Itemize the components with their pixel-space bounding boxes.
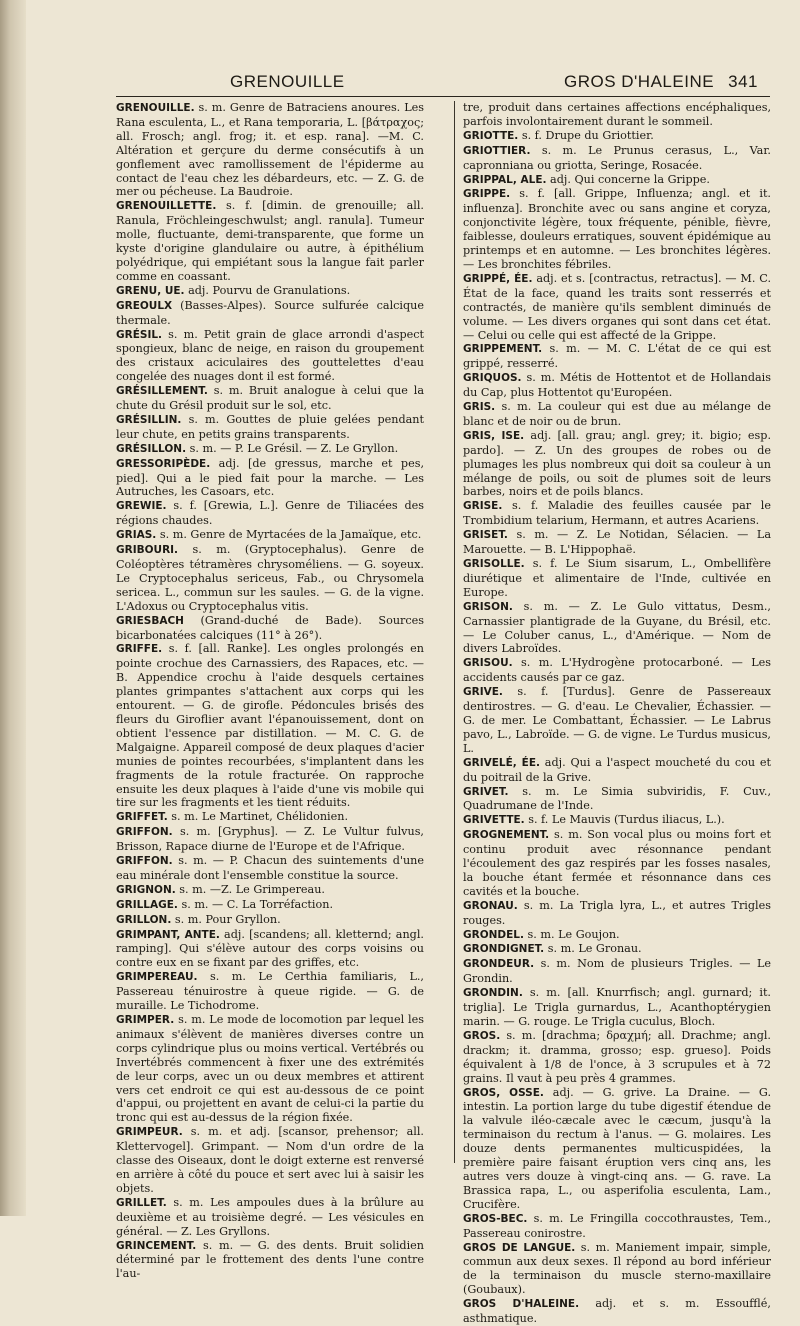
- dictionary-entry: [463, 986, 771, 1029]
- entry-headword: GREWIE.: [116, 500, 167, 513]
- entry-headword: GRIFFON.: [116, 855, 173, 868]
- entry-headword: GRÉSIL.: [116, 328, 163, 341]
- entry-definition: s. m. Petit grain de glace arrondi d'aspect spongieux, blanc de neige, en raison du groupement des cristaux aciculaires des gouttelettes d'eau congelée des nuages dont il est formé.: [116, 327, 424, 384]
- entry-headword: GRÉSILLIN.: [116, 413, 182, 426]
- entry-headword: GROS.: [463, 1029, 501, 1042]
- dictionary-entry: [463, 499, 771, 528]
- entry-definition: s. m. [all. Knurrfisch; angl. gurnard; it. triglia]. Le Trigla gurnardus, L., Acanthoptérygien marin. — G. rouge. Le Trigla cuculus, Bloch.: [463, 986, 771, 1028]
- right-column: [463, 101, 772, 1326]
- entry-definition: s. m. Son vocal plus ou moins fort et continu produit avec résonnance pendant l'écoulement des gaz respirés par les fosses nasales, la bouche étant fermée et résonnance dans ces cavités et la bouche.: [463, 828, 771, 898]
- dictionary-entry: [463, 899, 771, 928]
- entry-headword: GRIPPÉ, ÉE.: [463, 272, 533, 285]
- entry-headword: GRIGNON.: [116, 883, 176, 896]
- entry-definition: s. m. Le Goujon.: [524, 927, 620, 941]
- entry-definition: s. m. Le Gronau.: [544, 942, 642, 956]
- entry-definition: s. m. Genre de Myrtacées de la Jamaïque, etc.: [156, 528, 422, 542]
- entry-headword: GRONDIGNET.: [463, 943, 545, 956]
- entry-headword: GRÉSILLEMENT.: [116, 385, 208, 398]
- entry-definition: s. m. Le Prunus cerasus, L., Var. capronniana ou griotta, Seringe, Rosacée.: [463, 143, 771, 172]
- entry-definition: s. m. Les ampoules dues à la brûlure au deuxième et au troisième degré. — Les vésicules en général. — Z. Les Gryllons.: [116, 1195, 424, 1238]
- dictionary-entry: [463, 1241, 771, 1298]
- dictionary-entry: [463, 828, 771, 899]
- entry-headword: GRIBOURI.: [116, 544, 179, 557]
- dictionary-entry: [116, 642, 424, 810]
- dictionary-entry: [116, 928, 424, 971]
- dictionary-entry: [116, 528, 424, 543]
- dictionary-entry: [463, 429, 771, 500]
- dictionary-entry: [116, 199, 424, 283]
- entry-headword: GRIOTTIER.: [463, 144, 531, 157]
- entry-headword: GROS D'HALEINE.: [463, 1298, 580, 1311]
- entry-definition: adj. Pourvu de Granulations.: [184, 283, 351, 297]
- dictionary-entry: [463, 400, 771, 429]
- dictionary-entry: [463, 272, 771, 343]
- header-right-guideword: GROS D'HALEINE: [564, 72, 715, 91]
- dictionary-entry: [463, 656, 771, 685]
- page-binding-edge: [0, 0, 26, 1216]
- entry-definition: s. f. Maladie des feuilles causée par le Trombidium telarium, Hermann, et autres Acariens.: [463, 499, 771, 528]
- entry-headword: GRISOLLE.: [463, 558, 525, 570]
- entry-definition: s. m. Genre de Batraciens anoures. Les Rana esculenta, L., et Rana temporaria, L. [βάτραχος; all. Frosch; angl. frog; it. et esp. rana]. —M. C. Altération et gerçure du derme consécutifs à un gonflement avec ramollissement de l'épiderme au contact de l'eau chez les débardeurs, etc. — Z. G. de mer ou pécheuse. La Baudroie.: [116, 101, 424, 199]
- entry-headword: GROGNEMENT.: [463, 829, 550, 842]
- entry-definition: s. m. Maniement impair, simple, commun aux deux sexes. Il répond au bord inférieur de la terminaison du muscle sterno-maxillaire (Goubaux).: [463, 1240, 771, 1297]
- entry-definition: adj. [all. grau; angl. grey; it. bigio; esp. pardo]. — Z. Un des groupes de robes ou de plumages les plus nombreux qui doit sa couleur à un mélange de poils, ou soit de plumes soit de leurs barbes, noirs et de poils blancs.: [463, 428, 772, 499]
- dictionary-entry: [116, 442, 424, 457]
- dictionary-entry: [463, 685, 771, 756]
- dictionary-entry: [116, 825, 424, 854]
- entry-headword: GRIPPAL, ALE.: [463, 173, 547, 186]
- dictionary-entry: [116, 457, 424, 500]
- dictionary-entry: [116, 883, 424, 898]
- dictionary-entry: [463, 187, 771, 271]
- dictionary-entry: [463, 1212, 771, 1241]
- entry-headword: GRONDEL.: [463, 928, 524, 941]
- entry-headword: GRIMPER.: [116, 1014, 175, 1026]
- dictionary-entry: [116, 810, 424, 825]
- entry-definition: s. f. [dimin. de grenouille; all. Ranula, Fröchleingeschwulst; angl. ranula]. Tumeur molle, fluctuante, demi-transparente, que forme un kyste d'origine glandulaire ou autre, à épithélium polyédrique, qui empiétant sous la langue fait parler comme en coassant.: [116, 199, 424, 283]
- entry-definition: s. m. Bruit analogue à celui que la chute du Grésil produit sur le sol, etc.: [116, 384, 424, 413]
- dictionary-entry: [116, 898, 424, 913]
- entry-definition: s. m. Le Certhia familiaris, L., Passereau ténuirostre à queue rigide. — G. de muraille. Le Tichodrome.: [116, 970, 424, 1013]
- entry-definition: s. m. Le Martinet, Chélidonien.: [167, 810, 349, 824]
- entry-headword: GRISON.: [463, 600, 513, 613]
- entry-definition: s. f. [all. Ranke]. Les ongles prolongés en pointe crochue des Carnassiers, des Rapaces, etc. — B. Appendice crochu à l'aide desquels certaines plantes grimpantes s'attachent aux corps qui les entourent. — G. de girofle. Pédoncules brisés des fleurs du Giroflier avant l'épanouissement, dont on obtient l'essence par distillation. — M. C. G. de Malgaigne. Appareil composé de deux plaques d'acier munies de pointes recourbées, s'implantent dans les fragments de la rotule fracturée. On rapproche ensuite les deux plaques à l'aide d'une vis mobile qui tire sur les fragments et les tient réduits.: [116, 642, 424, 810]
- page-number: 341: [728, 72, 758, 91]
- entry-headword: GRIVET.: [463, 785, 509, 798]
- entry-definition: s. m. Gouttes de pluie gelées pendant leur chute, en petits grains transparents.: [116, 412, 424, 441]
- dictionary-entry: [463, 600, 771, 657]
- entry-headword: GROS, OSSE.: [463, 1086, 544, 1099]
- dictionary-entry: [116, 543, 424, 614]
- dictionary-entry: [116, 1013, 424, 1125]
- entry-headword: GRONDIN.: [463, 987, 523, 1000]
- entry-headword: GRIPPE.: [463, 188, 511, 201]
- entry-headword: GRIS.: [463, 401, 496, 414]
- left-column: [116, 101, 424, 1281]
- dictionary-entry: [116, 970, 424, 1013]
- dictionary-entry: [116, 299, 424, 328]
- entry-headword: GRIESBACH: [116, 614, 184, 627]
- entry-headword: GRENOUILLETTE.: [116, 200, 217, 213]
- entry-definition: s. f. Drupe du Griottier.: [518, 128, 654, 142]
- entry-headword: GRÉSILLON.: [116, 442, 187, 455]
- entry-definition: s. f. [Grewia, L.]. Genre de Tiliacées des régions chaudes.: [116, 499, 424, 528]
- entry-headword: GRESSORIPÈDE.: [116, 457, 211, 470]
- entry-headword: GRIVELÉ, ÉE.: [463, 756, 540, 769]
- dictionary-entry: [463, 101, 771, 129]
- dictionary-entry: [463, 1029, 771, 1086]
- dictionary-entry: [463, 1297, 771, 1326]
- entry-definition: adj. et s. [contractus, retractus]. — M. C. État de la face, quand les traits sont resserrés et contractés, de manière qu'ils semblent diminués de volume. — Les divers organes qui sont dans cet état. — Celui ou celle qui est affecté de la Grippe.: [463, 271, 771, 342]
- dictionary-entry: [116, 1196, 424, 1239]
- dictionary-entry: [116, 614, 424, 643]
- dictionary-entry: [116, 284, 424, 299]
- entry-definition: tre, produit dans certaines affections encéphaliques, parfois involontairement durant le sommeil.: [463, 101, 771, 128]
- dictionary-entry: [463, 813, 771, 828]
- entry-definition: adj. — G. grive. La Draine. — G. intestin. La portion large du tube digestif étendue de la valvule iléo-cæcale avec le cæcum, jusqu'à la terminaison du rectum à l'anus. — G. molaires. Les douze dents permanentes multicuspidées, la première paire faisant éruption vers cinq ans, les autres vers douze à vingt-cinq ans. — G. rave. La Brassica rapa, L., ou asperifolia esculenta, Lam., Crucifère.: [463, 1085, 772, 1211]
- entry-definition: s. f. Le Mauvis (Turdus iliacus, L.).: [524, 813, 725, 827]
- entry-headword: GRIVE.: [463, 686, 503, 699]
- entry-definition: s. m. (Gryptocephalus). Genre de Coléoptères tétramères chrysoméliens. — G. soyeux. Le Cryptocephalus sericeus, Fab., ou Chrysomela sericea. L., commun sur les saules. — G. de la vigne. L'Adoxus ou Cryptocephalus vitis.: [116, 543, 424, 613]
- entry-headword: GROS-BEC.: [463, 1212, 528, 1225]
- entry-definition: s. m. La Trigla lyra, L., et autres Trigles rouges.: [463, 898, 771, 927]
- dictionary-entry: [116, 101, 424, 199]
- entry-definition: s. m. — G. des dents. Bruit solidien déterminé par le frottement des dents l'une contre l'au-: [116, 1238, 424, 1281]
- entry-definition: adj. Qui concerne la Grippe.: [546, 172, 710, 186]
- dictionary-entry: [463, 528, 771, 557]
- entry-headword: GRIVETTE.: [463, 814, 525, 827]
- entry-definition: s. m. — P. Chacun des suintements d'une eau minérale dont l'ensemble constitue la source.: [116, 854, 424, 882]
- entry-headword: GRENU, UE.: [116, 284, 185, 297]
- dictionary-entry: [463, 928, 771, 943]
- entry-definition: s. m. — M. C. L'état de ce qui est grippé, resserré.: [463, 342, 771, 371]
- entry-definition: s. m. L'Hydrogène protocarboné. — Les accidents causés par ce gaz.: [463, 656, 771, 685]
- entry-headword: GRIAS.: [116, 529, 157, 542]
- dictionary-entry: [116, 1125, 424, 1196]
- entry-definition: s. f. [Turdus]. Genre de Passereaux dentirostres. — G. d'eau. Le Chevalier, Échassier. — G. de mer. Le Combattant, Échassier. — Le Labrus pavo, L., Labroïde. — G. de vigne. Le Turdus musicus, L.: [463, 685, 771, 755]
- entry-headword: GRONAU.: [463, 899, 518, 912]
- entry-definition: s. m. et adj. [scansor, prehensor; all. Klettervogel]. Grimpant. — Nom d'un ordre de la classe des Oiseaux, dont le doigt externe est renversé en arrière à côté du pouce et sert avec lui à saisir les objets.: [116, 1125, 424, 1195]
- dictionary-entry: [116, 384, 424, 413]
- entry-headword: GRILLON.: [116, 913, 172, 926]
- entry-headword: GRIOTTE.: [463, 129, 519, 142]
- entry-definition: s. m. Nom de plusieurs Trigles. — Le Grondin.: [463, 957, 771, 986]
- entry-definition: s. m. — Z. Le Gulo vittatus, Desm., Carnassier plantigrade de la Guyane, du Brésil, etc. — Le Coluber canus, L., d'Amérique. — Nom de divers Labroïdes.: [463, 599, 771, 656]
- entry-headword: GRIPPEMENT.: [463, 343, 543, 356]
- entry-definition: (Basses-Alpes). Source sulfurée calcique thermale.: [116, 298, 424, 327]
- entry-headword: GRISE.: [463, 500, 503, 513]
- dictionary-entry: [116, 499, 424, 528]
- entry-headword: GRIQUOS.: [463, 372, 522, 385]
- header-rule: [116, 96, 770, 97]
- entry-definition: s. m. [drachma; δραχμή; all. Drachme; angl. drackm; it. dramma, grosso; esp. grueso]. Poids équivalent à 1/8 de l'once, à 3 scrupules et à 72 grains. Il vaut à peu près 4 grammes.: [463, 1028, 771, 1085]
- entry-headword: GRIS, ISE.: [463, 429, 525, 442]
- entry-definition: s. m. — P. Le Grésil. — Z. Le Gryllon.: [186, 441, 399, 455]
- entry-headword: GROS DE LANGUE.: [463, 1241, 576, 1254]
- entry-headword: GRIFFE.: [116, 643, 163, 656]
- entry-definition: s. f. Le Sium sisarum, L., Ombellifère diurétique et alimentaire de l'Inde, cultivée en Europe.: [463, 557, 771, 599]
- dictionary-entry: [463, 756, 771, 785]
- dictionary-entry: [463, 342, 771, 371]
- entry-definition: adj. et s. m. Essoufflé, asthmatique.: [463, 1297, 771, 1326]
- dictionary-entry: [463, 957, 771, 986]
- entry-definition: adj. [scandens; all. kletternd; angl. ramping]. Qui s'élève autour des corps voisins ou contre eux en se fixant par des griffes, etc.: [116, 927, 424, 970]
- entry-definition: s. m. Métis de Hottentot et de Hollandais du Cap, plus Hottentot qu'Européen.: [463, 371, 771, 400]
- entry-definition: s. f. [all. Grippe, Influenza; angl. et it. influenza]. Bronchite avec ou sans angine et coryza, conjonctivite légère, toux fréquente, pénible, fièvre, faiblesse, douleurs erratiques, souvent épidémique au printemps et en automne. — Les bronchites légères. — Les bronchites fébriles.: [463, 187, 771, 271]
- entry-definition: s. m. Le Fringilla coccothraustes, Tem., Passereau conirostre.: [463, 1211, 771, 1240]
- dictionary-entry: [116, 854, 424, 883]
- running-header: [40, 72, 760, 94]
- entry-definition: s. m. Pour Gryllon.: [171, 912, 281, 926]
- dictionary-entry: [463, 129, 771, 144]
- entry-headword: GRILLAGE.: [116, 898, 178, 911]
- dictionary-entry: [116, 328, 424, 385]
- entry-headword: GRINCEMENT.: [116, 1239, 197, 1252]
- dictionary-entry: [116, 413, 424, 442]
- entry-definition: (Grand-duché de Bade). Sources bicarbonatées calciques (11° à 26°).: [116, 613, 424, 642]
- entry-headword: GRILLET.: [116, 1196, 167, 1209]
- entry-headword: GRIFFET.: [116, 811, 168, 824]
- dictionary-entry: [463, 785, 771, 814]
- dictionary-entry: [463, 173, 771, 188]
- entry-definition: s. m. [Gryphus]. — Z. Le Vultur fulvus, Brisson, Rapace diurne de l'Europe et de l'Afrique.: [116, 825, 424, 854]
- dictionary-entry: [116, 913, 424, 928]
- dictionary-entry: [463, 1086, 771, 1212]
- entry-definition: adj. Qui a l'aspect moucheté du cou et du poitrail de la Grive.: [463, 755, 771, 784]
- header-left-guideword: GRENOUILLE: [230, 72, 345, 91]
- entry-headword: GRISET.: [463, 529, 508, 542]
- entry-headword: GRISOU.: [463, 657, 513, 670]
- dictionary-entry: [463, 371, 771, 400]
- entry-headword: GRIMPEREAU.: [116, 971, 198, 984]
- dictionary-entry: [463, 144, 771, 173]
- entry-headword: GRONDEUR.: [463, 958, 535, 971]
- entry-definition: s. m. — C. La Torréfaction.: [177, 897, 334, 911]
- entry-definition: s. m. Le mode de locomotion par lequel les animaux s'élèvent de manières diverses contre un corps cylindrique plus ou moins vertical. Vertébrés ou Invertébrés commencent à fixer une des extrémités de leur corps, avec un ou deux membres et attirent vers cet endroit ce qui est au-dessous de ce point d'appui, ou projettent en avant de celui-ci la partie du tronc qui est au-dessus de la région fixée.: [116, 1013, 424, 1125]
- entry-definition: s. m. Le Simia subviridis, F. Cuv., Quadrumane de l'Inde.: [463, 784, 771, 813]
- entry-definition: s. m. La couleur qui est due au mélange de blanc et de noir ou de brun.: [463, 400, 771, 428]
- entry-definition: adj. [de gressus, marche et pes, pied]. Qui a le pied fait pour la marche. — Les Autruches, les Casoars, etc.: [116, 456, 424, 499]
- column-divider: [454, 101, 455, 1163]
- entry-definition: s. m. — Z. Le Notidan, Sélacien. — La Marouette. — B. L'Hippophaë.: [463, 528, 771, 557]
- dictionary-entry: [463, 942, 771, 957]
- entry-definition: s. m. —Z. Le Grimpereau.: [175, 882, 325, 896]
- entry-headword: GRIFFON.: [116, 826, 173, 839]
- entry-headword: GRIMPANT, ANTE.: [116, 928, 220, 941]
- dictionary-entry: [463, 557, 771, 600]
- dictionary-entry: [116, 1239, 424, 1282]
- entry-headword: GRIMPEUR.: [116, 1126, 183, 1139]
- entry-headword: GRENOUILLE.: [116, 102, 195, 114]
- entry-headword: GREOULX: [116, 299, 173, 312]
